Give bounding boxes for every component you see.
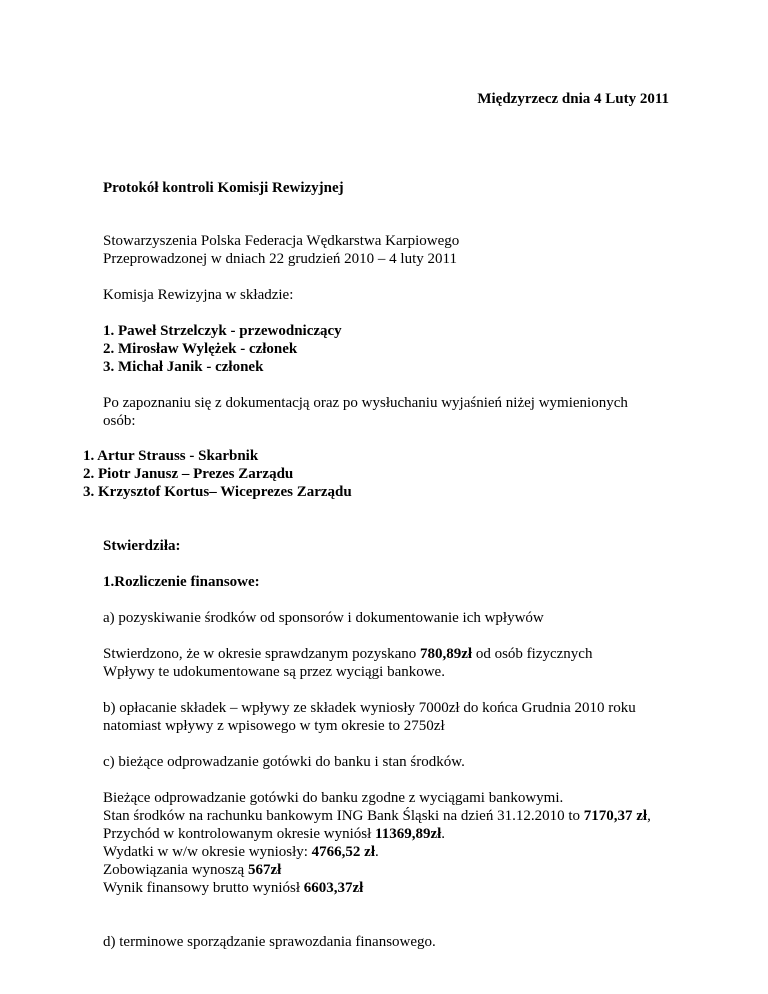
text-segment: , <box>647 808 651 824</box>
point-b-line-1: b) opłacanie składek – wpływy ze składek wyniosły 7000zł do końca Grudnia 2010 roku <box>103 700 636 716</box>
sponsor-amount: 780,89zł <box>420 646 473 662</box>
text-segment: Przychód w kontrolowanym okresie wyniósł <box>103 826 376 842</box>
text-segment: Wynik finansowy brutto wyniósł <box>103 880 304 896</box>
text-segment: Zobowiązania wynoszą <box>103 862 248 878</box>
reviewed-person: 1. Artur Strauss - Skarbnik <box>83 448 259 464</box>
expenses-amount: 4766,52 zł <box>311 844 375 860</box>
committee-member: 3. Michał Janik - członek <box>103 359 264 375</box>
reviewed-person: 2. Piotr Janusz – Prezes Zarządu <box>83 466 294 482</box>
gross-result-amount: 6603,37zł <box>303 880 364 896</box>
point-a-title: a) pozyskiwanie środków od sponsorów i dokumentowanie ich wpływów <box>103 610 544 626</box>
text-segment: . <box>374 844 379 860</box>
intro-line-1: Stowarzyszenia Polska Federacja Wędkarstwa Karpiowego <box>103 233 460 249</box>
text-segment: Stwierdzono, że w okresie sprawdzanym pozyskano <box>103 646 420 662</box>
text-segment: . <box>441 826 446 842</box>
point-c-line-6 <box>103 879 363 897</box>
committee-member: 2. Mirosław Wylężek - członek <box>103 341 298 357</box>
liabilities-amount: 567zł <box>247 862 282 878</box>
point-c-line-2 <box>103 807 651 825</box>
point-c-line-5 <box>103 861 281 879</box>
findings-heading: Stwierdziła: <box>103 538 181 554</box>
point-c-line-3 <box>103 825 445 843</box>
committee-heading: Komisja Rewizyjna w składzie: <box>103 287 294 303</box>
review-line-2: osób: <box>103 413 136 429</box>
text-segment: Wydatki w w/w okresie wyniosły: <box>103 844 312 860</box>
point-c-line-1: Bieżące odprowadzanie gotówki do banku zgodne z wyciągami bankowymi. <box>103 790 564 806</box>
point-a-line-1 <box>103 645 592 663</box>
point-b-line-2: natomiast wpływy z wpisowego w tym okresie to 2750zł <box>103 718 445 734</box>
text-segment: Stan środków na rachunku bankowym ING Bank Śląski na dzień 31.12.2010 to <box>103 808 584 824</box>
point-c-line-4 <box>103 843 379 861</box>
point-a-line-2: Wpływy te udokumentowane są przez wyciągi bankowe. <box>103 664 445 680</box>
committee-member: 1. Paweł Strzelczyk - przewodniczący <box>103 323 342 339</box>
document-title: Protokół kontroli Komisji Rewizyjnej <box>103 180 344 196</box>
intro-line-2: Przeprowadzonej w dniach 22 grudzień 2010 – 4 luty 2011 <box>103 251 457 267</box>
review-line-1: Po zapoznaniu się z dokumentacją oraz po wysłuchaniu wyjaśnień niżej wymienionych <box>103 395 628 411</box>
document-date: Międzyrzecz dnia 4 Luty 2011 <box>477 91 669 107</box>
point-c-title: c) bieżące odprowadzanie gotówki do banku i stan środków. <box>103 754 465 770</box>
revenue-amount: 11369,89zł <box>375 826 442 842</box>
reviewed-person: 3. Krzysztof Kortus– Wiceprezes Zarządu <box>83 484 352 500</box>
point-d-title: d) terminowe sporządzanie sprawozdania finansowego. <box>103 934 436 950</box>
bank-balance-amount: 7170,37 zł <box>583 808 648 824</box>
text-segment: od osób fizycznych <box>472 646 593 662</box>
section-1-heading: 1.Rozliczenie finansowe: <box>103 574 260 590</box>
